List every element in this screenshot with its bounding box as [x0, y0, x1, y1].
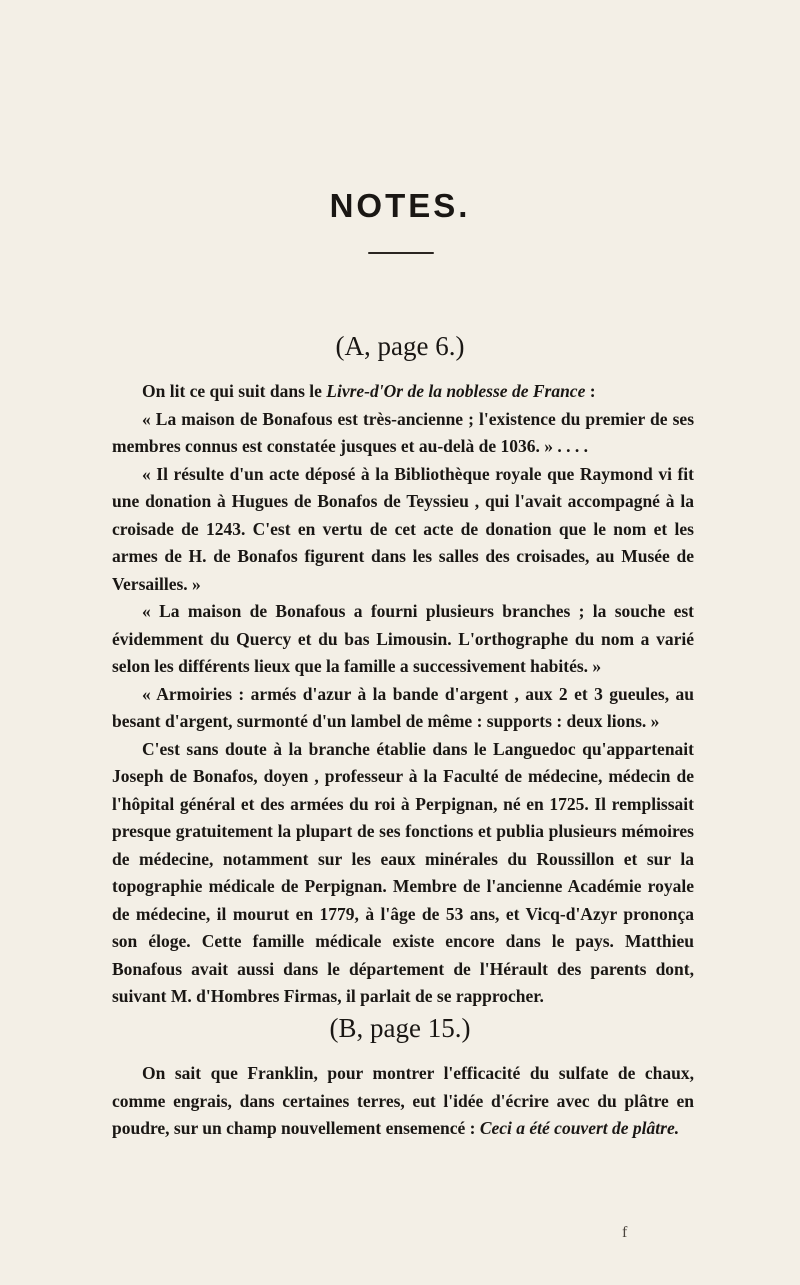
note-a-paragraph: « Armoiries : armés d'azur à la bande d'argent , aux 2 et 3 gueules, au besant d'argent, surmonté d'un lambel de même : supports : deux lions. »: [112, 683, 694, 731]
note-a-paragraph: C'est sans doute à la branche établie dans le Languedoc qu'appartenait Joseph de Bonafos, doyen , professeur à la Faculté de médecine, médecin de l'hôpital général et des armées du roi à Perpignan, né en 1725. Il remplissait presque gratuitement la plupart de ses fonctions et publia plusieurs mémoires de médecine, notamment sur les eaux minérales du Roussillon et sur la topographie médicale de Perpignan. Membre de l'ancienne Académie royale de médecine, il mourut en 1779, à l'âge de 53 ans, et Vicq-d'Azyr prononça son éloge. Cette famille médicale existe encore dans le pays. Matthieu Bonafous avait aussi dans le département de l'Hérault des parents dont, suivant M. d'Hombres Firmas, il parlait de se rapprocher.: [112, 738, 694, 1006]
note-a-paragraph: « La maison de Bonafous a fourni plusieurs branches ; la souche est évidemment du Quercy et du bas Limousin. L'orthographe du nom a varié selon les différents lieux que la famille a successivement habités. »: [112, 601, 694, 676]
note-b-body: [112, 1060, 694, 1143]
title-divider: [368, 252, 434, 254]
note-a-heading: (A, page 6.): [335, 331, 465, 361]
note-a-paragraph: « La maison de Bonafous est très-ancienne ; l'existence du premier de ses membres connus est constatée jusques et au-delà de 1036. » . . . .: [112, 408, 694, 456]
page-title: NOTES.: [329, 187, 471, 224]
note-a-intro-prefix: On lit ce qui suit dans le: [142, 381, 327, 401]
note-b-heading: (B, page 15.): [329, 1013, 471, 1043]
note-a-intro: [112, 378, 694, 406]
bottom-mark: f: [622, 1224, 628, 1241]
note-a-paragraph: « Il résulte d'un acte déposé à la Bibliothèque royale que Raymond vi fit une donation à Hugues de Bonafos de Teyssieu , qui l'avait accompagné à la croisade de 1243. C'est en vertu de cet acte de donation que le nom et les armes de H. de Bonafos figurent dans les salles des croisades, au Musée de Versailles. »: [112, 463, 694, 594]
note-b-paragraph: [112, 1060, 694, 1143]
note-a-intro-suffix: :: [585, 381, 596, 401]
note-a-intro-source: Livre-d'Or de la noblesse de France: [326, 381, 586, 401]
note-a-body: [112, 378, 694, 1011]
note-b-text: On sait que Franklin, pour montrer l'efficacité du sulfate de chaux, comme engrais, dans certaines terres, eut l'idée d'écrire avec du plâtre en poudre, sur un champ nouvellement ensemencé :: [112, 1063, 694, 1138]
note-b-quote: Ceci a été couvert de plâtre.: [479, 1118, 680, 1138]
